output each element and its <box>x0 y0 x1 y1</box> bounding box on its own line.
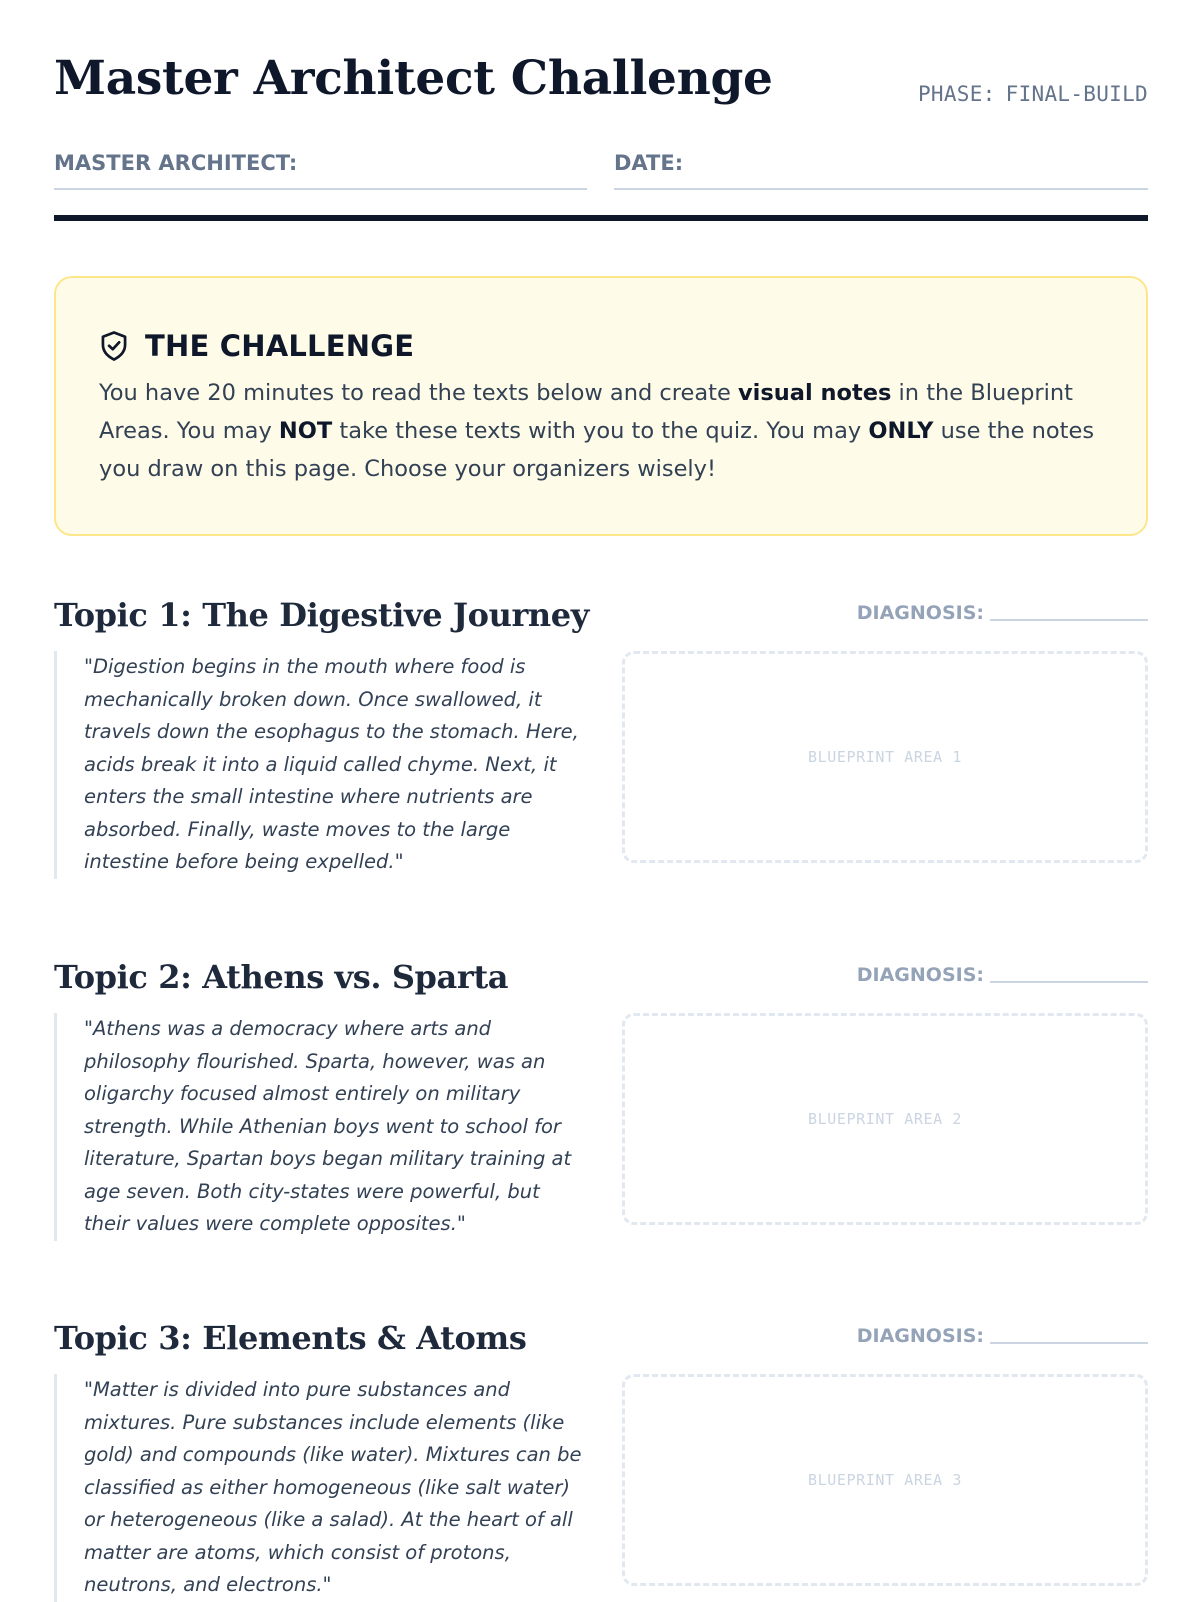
page-title: Master Architect Challenge <box>54 51 773 106</box>
master-architect-label: MASTER ARCHITECT: <box>54 151 298 175</box>
topic-passage: "Matter is divided into pure substances and mixtures. Pure substances include elements (like gold) and compounds (like water). Mixtures can be classified as either homogeneous (like salt water) or heterogeneous (like a salad). At the heart of all matter are atoms, which consist of protons, neutrons, and electrons." <box>54 1374 587 1602</box>
challenge-text-part: in the Blueprint Areas. You may <box>99 380 1073 444</box>
worksheet-page <box>54 0 1148 1596</box>
diagnosis-answer-line[interactable] <box>990 619 1148 621</box>
diagnosis-label: DIAGNOSIS: <box>856 602 984 624</box>
challenge-bold-not: NOT <box>278 418 333 444</box>
header-divider <box>54 215 1148 221</box>
date-field[interactable] <box>614 146 1148 190</box>
diagnosis-answer-line[interactable] <box>990 1342 1148 1344</box>
diagnosis-label: DIAGNOSIS: <box>856 964 984 986</box>
date-label: DATE: <box>614 151 684 175</box>
phase-label: PHASE: <box>917 82 996 106</box>
diagnosis-field[interactable] <box>857 963 1148 987</box>
topic-title: Topic 3: Elements & Atoms <box>54 1319 527 1357</box>
challenge-heading <box>99 326 414 366</box>
diagnosis-label: DIAGNOSIS: <box>856 1325 984 1347</box>
blueprint-area[interactable] <box>622 1374 1148 1586</box>
topic-passage: "Athens was a democracy where arts and philosophy flourished. Sparta, however, was an oligarchy focused almost entirely on military strength. While Athenian boys went to school for literature, Spartan boys began military training at age seven. Both city-states were powerful, but their values were complete opposites." <box>54 1013 587 1241</box>
challenge-instructions <box>99 374 1109 488</box>
blueprint-area-label: BLUEPRINT AREA 1 <box>807 748 963 766</box>
shield-check-icon <box>99 330 129 362</box>
challenge-text-part: take these texts with you to the quiz. You may <box>332 418 869 444</box>
blueprint-area-label: BLUEPRINT AREA 3 <box>807 1471 963 1489</box>
topic-title: Topic 2: Athens vs. Sparta <box>54 958 509 996</box>
diagnosis-answer-line[interactable] <box>990 981 1148 983</box>
phase-value: FINAL-BUILD <box>1005 82 1148 106</box>
blueprint-area[interactable] <box>622 651 1148 863</box>
topic-title: Topic 1: The Digestive Journey <box>54 596 589 634</box>
master-architect-field[interactable] <box>54 146 587 190</box>
challenge-box <box>54 276 1148 536</box>
worksheet-header <box>54 0 1148 150</box>
name-date-fields <box>54 146 1148 190</box>
topic-passage: "Digestion begins in the mouth where food is mechanically broken down. Once swallowed, it travels down the esophagus to the stomach. Here, acids break it into a liquid called chyme. Next, it enters the small intestine where nutrients are absorbed. Finally, waste moves to the large intestine before being expelled." <box>54 651 587 879</box>
challenge-text-part: use the notes you draw on this page. Choose your organizers wisely! <box>99 418 1095 482</box>
challenge-text-part: You have 20 minutes to read the texts below and create <box>99 380 738 406</box>
diagnosis-field[interactable] <box>857 601 1148 625</box>
blueprint-area[interactable] <box>622 1013 1148 1225</box>
phase-indicator <box>918 82 1148 106</box>
challenge-bold-only: ONLY <box>868 418 934 444</box>
diagnosis-field[interactable] <box>857 1324 1148 1348</box>
challenge-title: THE CHALLENGE <box>145 329 415 363</box>
challenge-bold-visual-notes: visual notes <box>737 380 892 406</box>
blueprint-area-label: BLUEPRINT AREA 2 <box>807 1110 963 1128</box>
